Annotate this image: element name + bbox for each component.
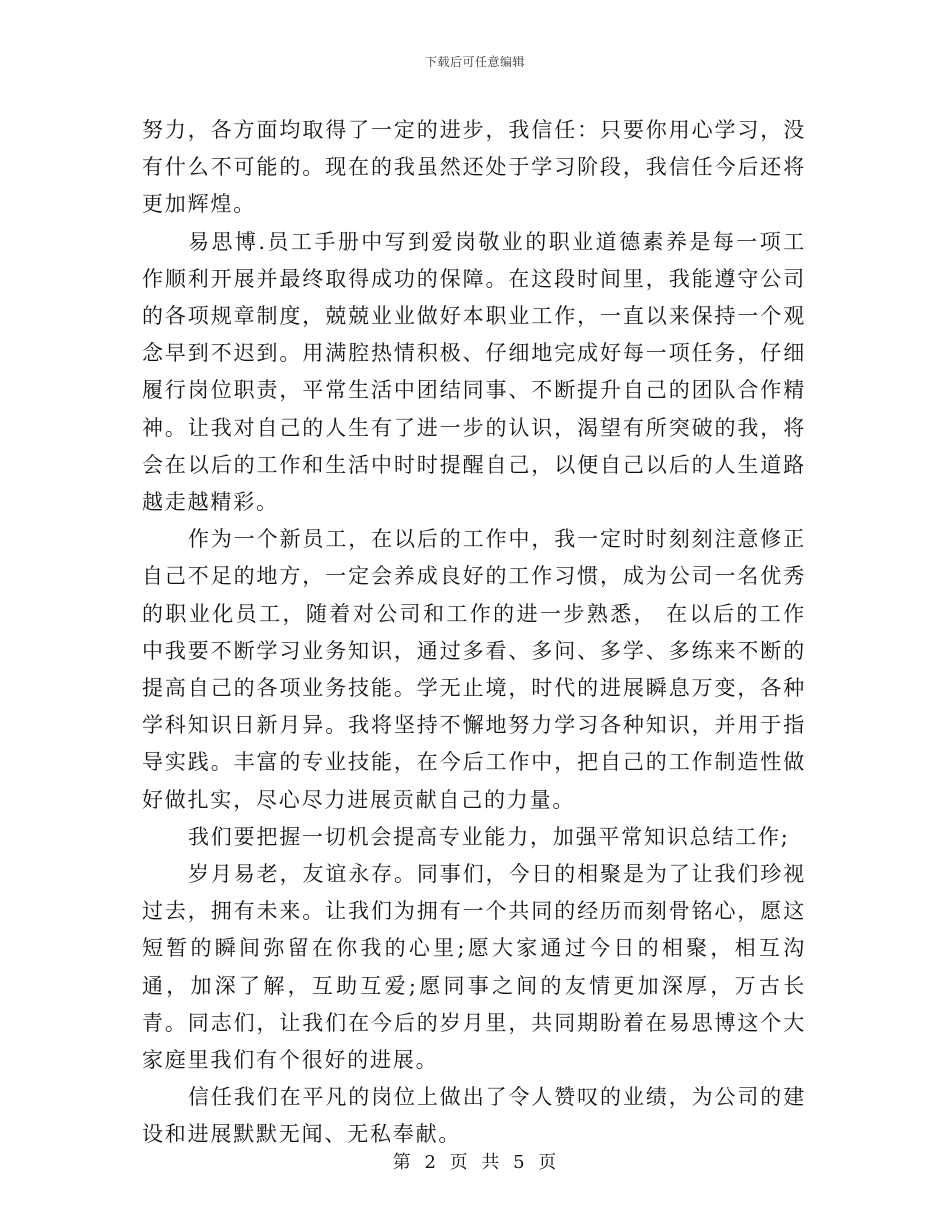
- document-body: [142, 112, 806, 1154]
- paragraph-continued: 努力，各方面均取得了一定的进步，我信任：只要你用心学习，没有什么不可能的。现在的我虽然还处于学习阶段，我信任今后还将更加辉煌。: [142, 118, 806, 217]
- footer-current-page: 2: [424, 1152, 437, 1173]
- footer-total-label: 共: [481, 1152, 501, 1173]
- paragraph: 信任我们在平凡的岗位上做出了令人赞叹的业绩，为公司的建设和进展默默无闻、无私奉献。: [142, 1085, 806, 1147]
- page-header: 下载后可任意编辑: [424, 55, 525, 69]
- page-footer: [0, 1148, 950, 1174]
- footer-total-pages: 5: [513, 1152, 526, 1173]
- footer-prefix: 第: [392, 1152, 412, 1173]
- paragraph: 我们要把握一切机会提高专业能力，加强平常知识总结工作;: [188, 824, 790, 849]
- footer-page-unit: 页: [449, 1152, 469, 1173]
- paragraph: 易思博.员工手册中写到爱岗敬业的职业道德素养是每一项工作顺利开展并最终取得成功的保障。在这段时间里，我能遵守公司的各项规章制度，兢兢业业做好本职业工作，一直以来保持一个观念早到不迟到。用满腔热情积极、仔细地完成好每一项任务，仔细履行岗位职责，平常生活中团结同事、不断提升自己的团队合作精神。让我对自己的人生有了进一步的认识，渴望有所突破的我，将会在以后的工作和生活中时时提醒自己，以便自己以后的人生道路越走越精彩。: [142, 229, 806, 515]
- paragraph: 作为一个新员工，在以后的工作中，我一定时时刻刻注意修正自己不足的地方，一定会养成良好的工作习惯，成为公司一名优秀的职业化员工，随着对公司和工作的进一步熟悉， 在以后的工作中我要不断学习业务知识，通过多看、多问、多学、多练来不断的提高自己的各项业务技能。学无止境，时代的进展瞬息万变，各种学科知识日新月异。我将坚持不懈地努力学习各种知识，并用于指导实践。丰富的专业技能，在今后工作中，把自己的工作制造性做好做扎实，尽心尽力进展贡献自己的力量。: [142, 527, 806, 812]
- paragraph: 岁月易老，友谊永存。同事们，今日的相聚是为了让我们珍视过去，拥有未来。让我们为拥有一个共同的经历而刻骨铭心，愿这短暂的瞬间弥留在你我的心里;愿大家通过今日的相聚，相互沟通，加深了解，互助互爱;愿同事之间的友情更加深厚，万古长青。同志们，让我们在今后的岁月里，共同期盼着在易思博这个大家庭里我们有个很好的进展。: [142, 862, 806, 1073]
- footer-total-unit: 页: [538, 1152, 558, 1173]
